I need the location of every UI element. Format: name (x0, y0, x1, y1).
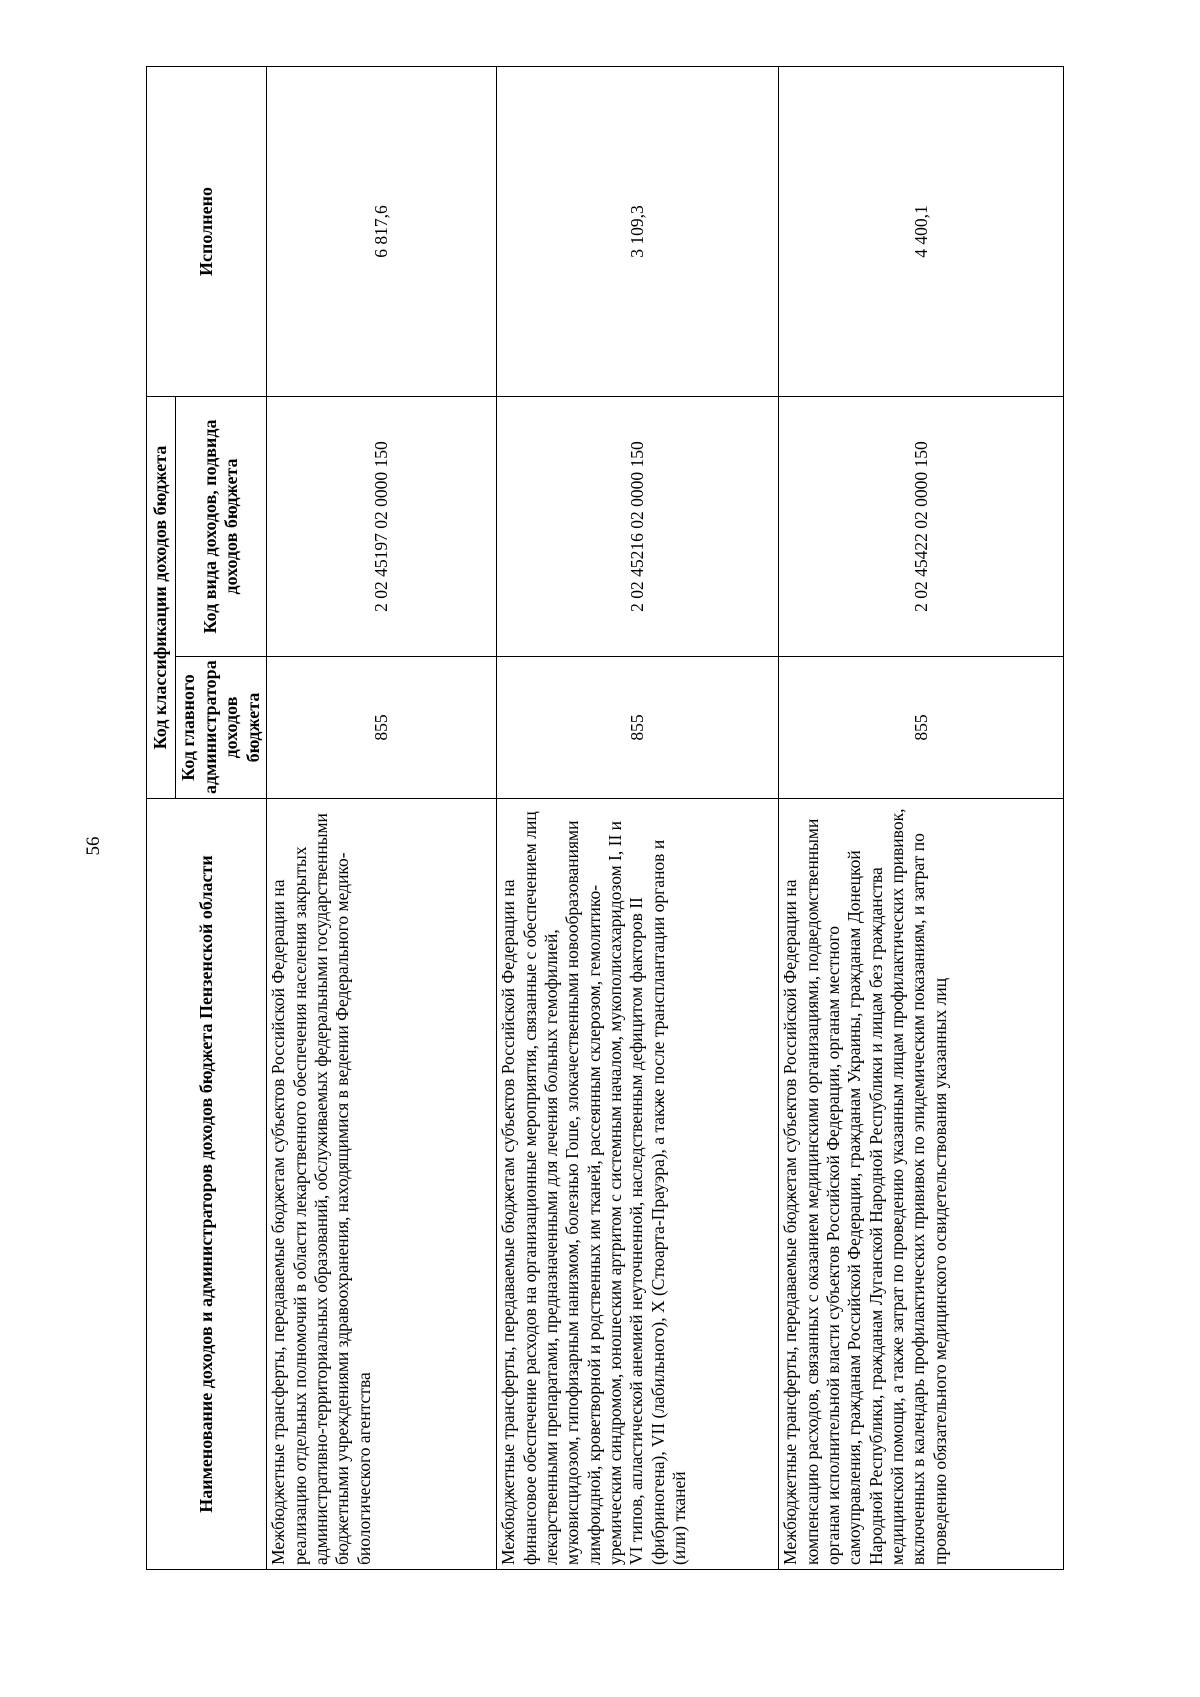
row-revenue-code: 2 02 45422 02 0000 150 (779, 396, 1064, 656)
header-admin-code: Код главного администратора доходов бюджета (176, 657, 267, 799)
table-row (497, 66, 779, 1569)
header-revenue-code: Код вида доходов, подвида доходов бюджета (176, 396, 267, 656)
row-executed: 3 109,3 (497, 66, 779, 396)
row-admin-code: 855 (267, 657, 497, 799)
row-executed: 6 817,6 (267, 66, 497, 396)
row-admin-code: 855 (497, 657, 779, 799)
row-executed: 4 400,1 (779, 66, 1064, 396)
row-name: Межбюджетные трансферты, передаваемые бюджетам субъектов Российской Федерации на финансовое обеспечение расходов на организационные мероприятия, связанные с обеспечением лиц лекарственными препаратами, предназначенными для лечения больных гемофилией, муковисцидозом, гипофизарным нанизмом, болезнью Гоше, злокачественными новообразованиями лимфоидной, кроветворной и родственных им тканей, рассеянным склерозом, гемолитико-уремическим синдромом, юношеским артритом с системным началом, мукополисахаридозом I, II и VI типов, апластической анемией неуточненной, наследственным дефицитом факторов II (фибриногена), VII (лабильного), X (Стюарта-Прауэра), а также после трансплантации органов и (или) тканей (497, 799, 779, 1570)
row-admin-code: 855 (779, 657, 1064, 799)
row-name: Межбюджетные трансферты, передаваемые бюджетам субъектов Российской Федерации на компенсацию расходов, связанных с оказанием медицинскими организациями, подведомственными органам исполнительной власти субъектов Российской Федерации, органам местного самоуправления, гражданам Российской Федерации, гражданам Украины, гражданам Донецкой Народной Республики, гражданам Луганской Народной Республики и лицам без гражданства медицинской помощи, а также затрат по проведению указанным лицам профилактических прививок, включенных в календарь профилактических прививок по эпидемическим показаниям, и затрат по проведению обязательного медицинского освидетельствования указанных лиц (779, 799, 1064, 1570)
table-row (779, 66, 1064, 1569)
page-number: 56 (83, 836, 104, 856)
row-revenue-code: 2 02 45216 02 0000 150 (497, 396, 779, 656)
header-name: Наименование доходов и администраторов доходов бюджета Пензенской области (147, 799, 267, 1570)
row-name: Межбюджетные трансферты, передаваемые бюджетам субъектов Российской Федерации на реализацию отдельных полномочий в области лекарственного обеспечения населения закрытых административно-территориальных образований, обслуживаемых федеральными государственными бюджетными учреждениями здравоохранения, находящимися в ведении Федерального медико-биологического агентства (267, 799, 497, 1570)
rotated-table-container (146, 67, 1049, 1570)
header-classification-group: Код классификации доходов бюджета (147, 396, 176, 798)
table-row (267, 66, 497, 1569)
table-header-row (147, 66, 176, 1569)
row-revenue-code: 2 02 45197 02 0000 150 (267, 396, 497, 656)
header-executed: Исполнено (147, 66, 267, 396)
revenue-table (146, 66, 1064, 1570)
